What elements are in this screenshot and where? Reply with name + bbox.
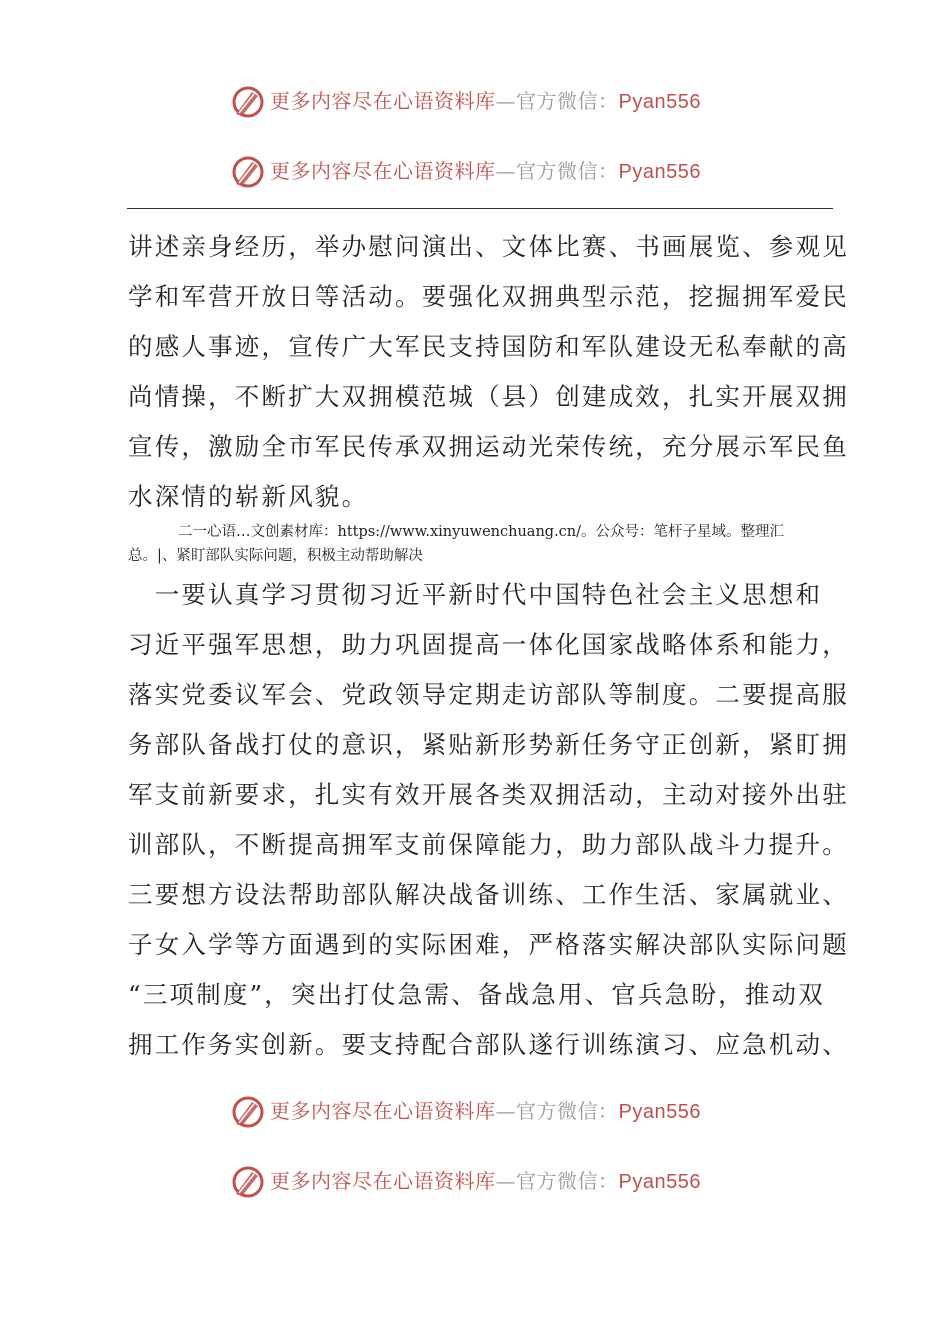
paragraph-line: 落实党委议军会、党政领导定期走访部队等制度。二要提高服 [128, 680, 849, 709]
quill-pen-circle-icon [230, 84, 266, 120]
watermark-wechat-label: 官方微信： [516, 1169, 619, 1193]
paragraph-line: 讲述亲身经历，举办慰问演出、文体比赛、书画展览、参观见 [128, 232, 849, 261]
source-note [128, 520, 834, 568]
paragraph-line: 训部队，不断提高拥军支前保障能力，助力部队战斗力提升。 [128, 830, 849, 859]
watermark-wechat-id: Pyan556 [618, 1171, 701, 1193]
watermark-text [270, 1098, 701, 1125]
paragraph-line: “三项制度”，突出打仗急需、备战急用、官兵急盼，推动双 [128, 980, 825, 1009]
watermark-text [270, 88, 701, 115]
paragraph-line: 宣传，激励全市军民传承双拥运动光荣传统，充分展示军民鱼 [128, 432, 849, 461]
quill-pen-circle-icon [230, 1164, 266, 1200]
quill-pen-circle-icon [230, 1094, 266, 1130]
watermark-wechat-label: 官方微信： [516, 159, 619, 183]
paragraph-line: 一要认真学习贯彻习近平新时代中国特色社会主义思想和 [128, 580, 823, 609]
paragraph-line: 三要想方设法帮助部队解决战备训练、工作生活、家属就业、 [128, 880, 849, 909]
paragraph-line: 水深情的崭新风貌。 [128, 482, 369, 511]
header-divider [127, 208, 833, 209]
source-note-line-2: 总。|、紧盯部队实际问题，积极主动帮助解决 [128, 548, 423, 564]
paragraph-line: 拥工作务实创新。要支持配合部队遂行训练演习、应急机动、 [128, 1030, 849, 1059]
watermark-text [270, 1168, 701, 1195]
footer-watermark-banner-1 [0, 1092, 950, 1132]
watermark-wechat-id: Pyan556 [618, 91, 701, 113]
watermark-wechat-label: 官方微信： [516, 89, 619, 113]
watermark-wechat-id: Pyan556 [618, 161, 701, 183]
watermark-separator: — [495, 89, 516, 113]
header-watermark-banner-2 [0, 152, 950, 192]
watermark-separator: — [495, 159, 516, 183]
watermark-wechat-label: 官方微信： [516, 1099, 619, 1123]
paragraph-line: 尚情操，不断扩大双拥模范城（县）创建成效，扎实开展双拥 [128, 382, 849, 411]
paragraph-line: 军支前新要求，扎实有效开展各类双拥活动，主动对接外出驻 [128, 780, 849, 809]
footer-watermark-banner-2 [0, 1162, 950, 1202]
watermark-separator: — [495, 1169, 516, 1193]
watermark-main: 更多内容尽在心语资料库 [270, 159, 496, 183]
paragraph-line: 务部队备战打仗的意识，紧贴新形势新任务守正创新，紧盯拥 [128, 730, 849, 759]
watermark-main: 更多内容尽在心语资料库 [270, 1169, 496, 1193]
watermark-wechat-id: Pyan556 [618, 1101, 701, 1123]
paragraph-1 [128, 222, 849, 522]
paragraph-line: 习近平强军思想，助力巩固提高一体化国家战略体系和能力， [128, 630, 849, 659]
paragraph-line: 学和军营开放日等活动。要强化双拥典型示范，挖掘拥军爱民 [128, 282, 849, 311]
quill-pen-circle-icon [230, 154, 266, 190]
source-note-line-1: 二一心语…文创素材库：https://www.xinyuwenchuang.cn/。公众号：笔杆子星域。整理汇 [178, 524, 785, 540]
paragraph-line: 子女入学等方面遇到的实际困难，严格落实解决部队实际问题 [128, 930, 849, 959]
watermark-separator: — [495, 1099, 516, 1123]
watermark-main: 更多内容尽在心语资料库 [270, 1099, 496, 1123]
watermark-text [270, 158, 701, 185]
paragraph-line: 的感人事迹，宣传广大军民支持国防和军队建设无私奉献的高 [128, 332, 849, 361]
header-watermark-banner-1 [0, 82, 950, 122]
watermark-main: 更多内容尽在心语资料库 [270, 89, 496, 113]
paragraph-2 [128, 570, 849, 1070]
